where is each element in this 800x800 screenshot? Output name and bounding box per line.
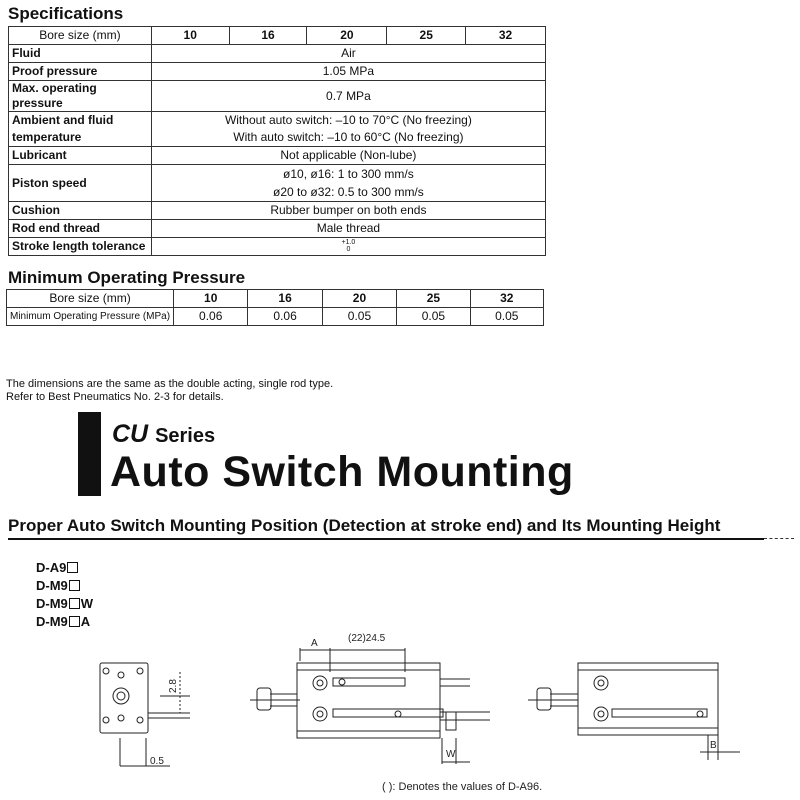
tolerance-value: [341, 239, 355, 253]
min-pressure-title: Minimum Operating Pressure: [8, 268, 246, 287]
min-pressure-bore-10: 10: [174, 290, 248, 308]
spec-value: Not applicable (Non-lube): [151, 147, 545, 165]
spec-row-fluid: [9, 45, 546, 63]
spec-row-cushion: [9, 202, 546, 220]
dim-offset: 0.5: [150, 756, 164, 767]
min-pressure-bore-32: 32: [470, 290, 543, 308]
min-pressure-value: 0.05: [470, 308, 543, 326]
placeholder-box-icon: [69, 598, 80, 609]
spec-row-proof-pressure: [9, 63, 546, 81]
spec-label-line1: Ambient and fluid: [12, 113, 114, 127]
spec-row-rod-end-thread: [9, 220, 546, 238]
spec-label: [9, 112, 152, 147]
spec-label: Cushion: [9, 202, 152, 220]
spec-header-label: Bore size (mm): [9, 27, 152, 45]
tolerance-upper: +1.0: [341, 238, 356, 246]
specifications-table: [8, 26, 546, 256]
spec-value: [151, 165, 545, 202]
specifications-title: Specifications: [8, 4, 124, 23]
spec-value-line2: With auto switch: –10 to 60°C (No freezing): [233, 130, 464, 144]
note-line-1: The dimensions are the same as the double acting, single rod type.: [6, 378, 334, 390]
placeholder-box-icon: [69, 580, 80, 591]
spec-value: 0.7 MPa: [151, 81, 545, 112]
series-suffix: Series: [155, 425, 216, 447]
note-line-2: Refer to Best Pneumatics No. 2-3 for details.: [6, 391, 224, 403]
model-code: D-M9: [36, 614, 68, 629]
spec-value: Air: [151, 45, 545, 63]
dim-a: A: [311, 638, 318, 649]
model-item: [36, 559, 93, 577]
notes: [6, 378, 333, 404]
spec-label: Fluid: [9, 45, 152, 63]
spec-value: [151, 112, 545, 147]
tolerance-lower: 0: [346, 245, 351, 253]
model-code: D-M9: [36, 578, 68, 593]
spec-value-line1: ø10, ø16: 1 to 300 mm/s: [283, 167, 414, 181]
spec-bore-25: 25: [387, 27, 466, 45]
series-name: [112, 420, 215, 449]
spec-row-lubricant: [9, 147, 546, 165]
min-pressure-value: 0.06: [174, 308, 248, 326]
dim-b: B: [710, 740, 717, 751]
spec-bore-32: 32: [466, 27, 546, 45]
end-view-drawing: [100, 663, 190, 766]
spec-header-row: [9, 27, 546, 45]
min-pressure-bore-16: 16: [248, 290, 322, 308]
min-pressure-header-row: [7, 290, 544, 308]
spec-label: Piston speed: [9, 165, 152, 202]
model-item: [36, 577, 93, 595]
placeholder-box-icon: [67, 562, 78, 573]
dim-height: 2.8: [168, 679, 179, 693]
model-code: D-A9: [36, 560, 67, 575]
spec-value-line1: Without auto switch: –10 to 70°C (No freezing): [224, 113, 472, 127]
min-pressure-row-label: Minimum Operating Pressure (MPa): [7, 308, 174, 326]
spec-label: Max. operating pressure: [9, 81, 152, 112]
min-pressure-value: 0.05: [397, 308, 470, 326]
spec-row-temperature: [9, 112, 546, 147]
spec-label: Stroke length tolerance: [9, 238, 152, 256]
min-pressure-value-row: [7, 308, 544, 326]
side-view-drawing-2: [528, 663, 740, 760]
model-suffix: A: [80, 614, 91, 629]
spec-label: Proof pressure: [9, 63, 152, 81]
spec-label: Lubricant: [9, 147, 152, 165]
model-suffix: W: [80, 596, 94, 611]
spec-value: 1.05 MPa: [151, 63, 545, 81]
dim-length: (22)24.5: [348, 633, 386, 644]
page-title: Auto Switch Mounting: [110, 448, 574, 496]
dim-w: W: [446, 749, 456, 760]
heading-underline: [8, 538, 764, 540]
model-code: D-M9: [36, 596, 68, 611]
mounting-heading: Proper Auto Switch Mounting Position (Detection at stroke end) and Its Mounting Height: [8, 516, 721, 535]
spec-bore-10: 10: [151, 27, 229, 45]
footnote: ( ): Denotes the values of D-A96.: [382, 781, 543, 793]
series-code: CU: [112, 420, 149, 448]
heading-underline-dashed: [764, 538, 794, 540]
min-pressure-bore-25: 25: [397, 290, 470, 308]
spec-row-piston-speed: [9, 165, 546, 202]
side-view-drawing: [250, 648, 490, 764]
spec-value: Rubber bumper on both ends: [151, 202, 545, 220]
spec-row-stroke-tolerance: [9, 238, 546, 256]
model-item: [36, 595, 93, 613]
spec-bore-16: 16: [229, 27, 307, 45]
spec-label-line2: temperature: [12, 130, 82, 144]
min-pressure-bore-20: 20: [322, 290, 396, 308]
min-pressure-value: 0.06: [248, 308, 322, 326]
series-bar: [78, 412, 101, 496]
spec-value: [151, 238, 545, 256]
min-pressure-table: [6, 289, 544, 326]
spec-value-line2: ø20 to ø32: 0.5 to 300 mm/s: [273, 185, 424, 199]
spec-bore-20: 20: [307, 27, 387, 45]
min-pressure-header-label: Bore size (mm): [7, 290, 174, 308]
mounting-drawings: [0, 620, 800, 800]
spec-label: Rod end thread: [9, 220, 152, 238]
spec-row-max-pressure: [9, 81, 546, 112]
spec-value: Male thread: [151, 220, 545, 238]
min-pressure-value: 0.05: [322, 308, 396, 326]
